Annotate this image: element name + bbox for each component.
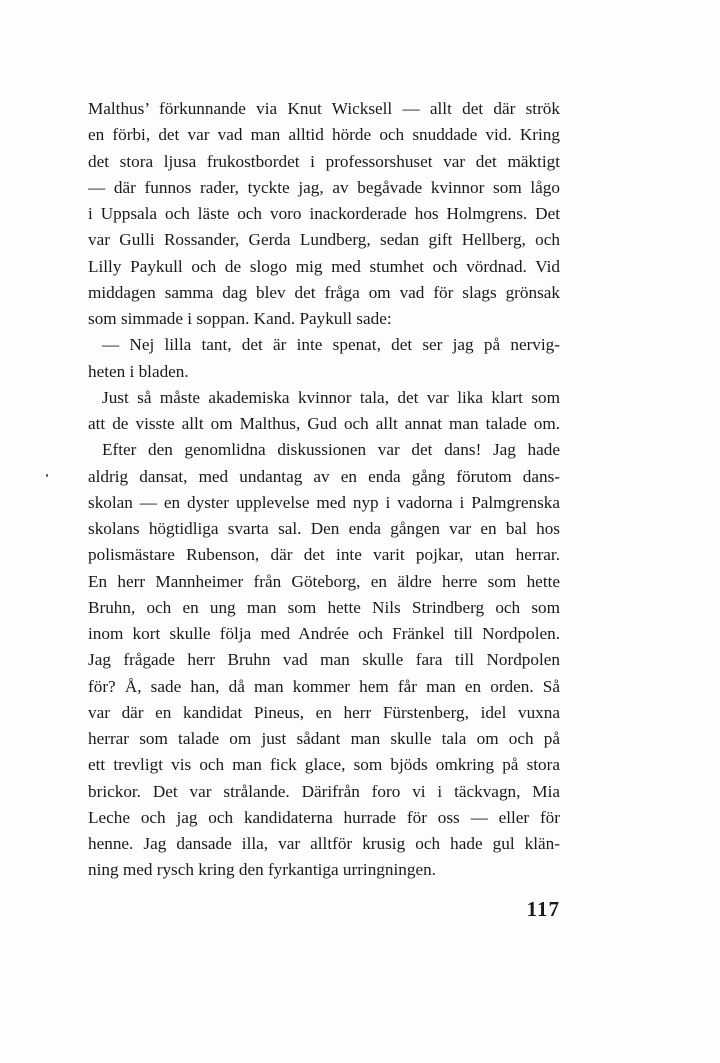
print-speck <box>46 474 48 477</box>
text-line: heten i bladen. <box>88 361 189 381</box>
text-line: aldrig dansat, med undantag av en enda gång förutom dans- <box>88 466 560 486</box>
text-line: att de visste allt om Malthus, Gud och allt annat man talade om. <box>88 414 560 433</box>
text-line: det stora ljusa frukostbordet i professorshuset var det mäktigt <box>88 151 560 171</box>
text-line: middagen samma dag blev det fråga om vad för slags grönsak <box>88 282 560 302</box>
text-line: som simmade i soppan. Kand. Paykull sade: <box>88 309 392 328</box>
text-line: Bruhn, och en ung man som hette Nils Strindberg och som <box>88 597 560 617</box>
text-line: var där en kandidat Pineus, en herr Fürstenberg, idel vuxna <box>88 702 560 722</box>
text-line: i Uppsala och läste och voro inackorderade hos Holmgrens. Det <box>88 204 560 223</box>
text-line: herrar som talade om just sådant man skulle tala om och på <box>88 729 560 748</box>
page-number: 117 <box>526 897 560 921</box>
text-line: henne. Jag dansade illa, var alltför krusig och hade gul klän- <box>88 834 560 853</box>
text-line: Lilly Paykull och de slogo mig med stumhet och vördnad. Vid <box>88 256 560 276</box>
text-line: — Nej lilla tant, det är inte spenat, det ser jag på nervig- <box>102 335 560 355</box>
text-line: Leche och jag och kandidaterna hurrade för oss — eller för <box>88 807 560 827</box>
text-line: en förbi, det var vad man alltid hörde och snuddade vid. Kring <box>88 125 560 145</box>
text-line: för? Å, sade han, då man kommer hem får man en orden. Så <box>88 676 560 696</box>
text-line: En herr Mannheimer från Göteborg, en äldre herre som hette <box>88 571 560 591</box>
text-line: skolan — en dyster upplevelse med nyp i vadorna i Palmgrenska <box>88 492 560 512</box>
text-line: Jag frågade herr Bruhn vad man skulle fara till Nordpolen <box>88 650 560 670</box>
text-line: skolans högtidliga svarta sal. Den enda gången var en bal hos <box>88 519 560 538</box>
body-text <box>88 96 560 884</box>
text-line: — där funnos rader, tyckte jag, av begåvade kvinnor som lågo <box>88 177 560 197</box>
text-line: ning med rysch kring den fyrkantiga urringningen. <box>88 860 436 880</box>
text-line: Malthus’ förkunnande via Knut Wicksell — allt det där strök <box>88 99 560 118</box>
text-line: brickor. Det var strålande. Därifrån foro vi i täckvagn, Mia <box>88 781 560 801</box>
text-line: polismästare Rubenson, där det inte varit pojkar, utan herrar. <box>88 545 560 565</box>
text-line: inom kort skulle följa med Andrée och Fränkel till Nordpolen. <box>88 624 560 643</box>
text-line: Efter den genomlidna diskussionen var det dans! Jag hade <box>102 440 560 460</box>
text-line: Just så måste akademiska kvinnor tala, det var lika klart som <box>102 387 560 407</box>
text-line: var Gulli Rossander, Gerda Lundberg, sedan gift Hellberg, och <box>88 230 560 250</box>
text-line: ett trevligt vis och man fick glace, som bjöds omkring på stora <box>88 755 560 775</box>
